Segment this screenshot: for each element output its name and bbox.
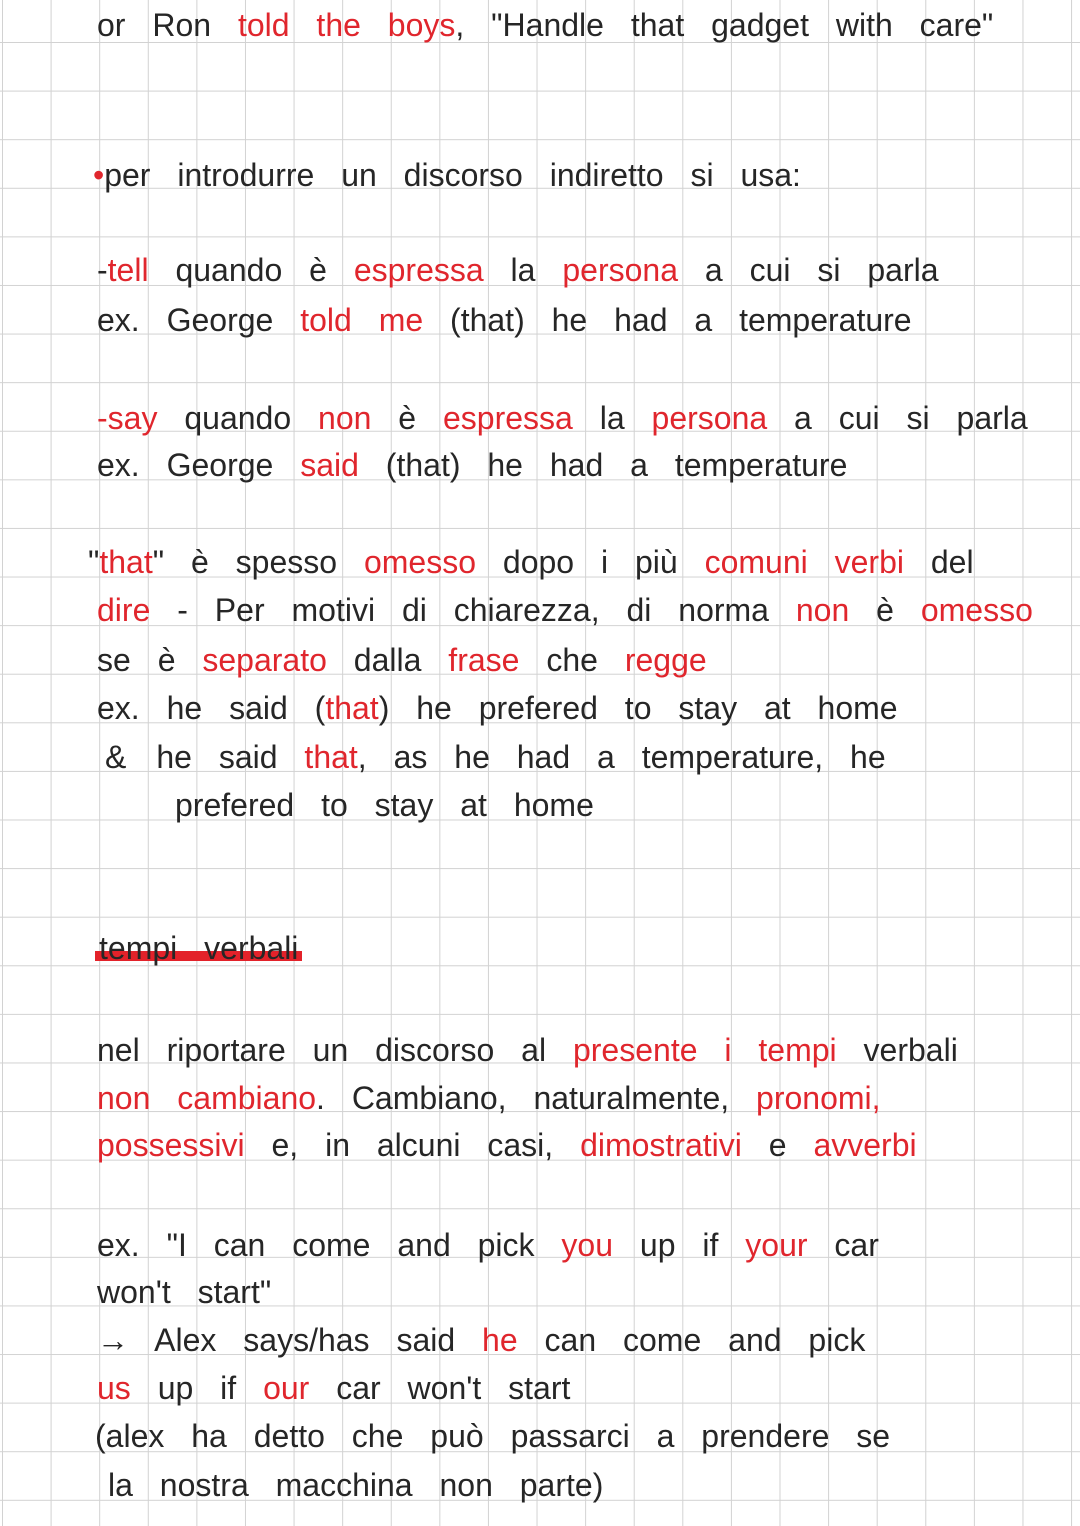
- note-line-present-tense: [97, 1030, 958, 1070]
- note-text: ex. "I can come and pick: [97, 1227, 535, 1263]
- emphasis-text: non: [318, 400, 372, 436]
- note-line-say-example: [97, 445, 847, 485]
- note-line-contrast-example-cont: [175, 785, 594, 825]
- note-text: he said: [156, 739, 278, 775]
- note-text: ": [152, 544, 165, 580]
- note-line-contrast-example: [105, 737, 886, 777]
- note-text: (alex ha detto che può passarci a prendere se: [95, 1418, 891, 1454]
- emphasis-text: dimostrativi: [580, 1127, 742, 1163]
- emphasis-text: omesso: [363, 544, 476, 580]
- note-text: or Ron: [97, 7, 212, 43]
- emphasis-text: regge: [624, 642, 707, 678]
- note-text: è spesso: [190, 544, 338, 580]
- note-text: la nostra macchina non parte): [108, 1467, 604, 1503]
- note-text: quando è: [175, 252, 327, 288]
- emphasis-text: espressa: [353, 252, 484, 288]
- emphasis-text: you: [561, 1227, 614, 1263]
- note-text: (that) he had a temperature: [385, 447, 848, 483]
- note-text: car: [834, 1227, 879, 1263]
- emphasis-text: omesso: [920, 592, 1033, 628]
- note-text: prefered to stay at home: [175, 787, 594, 823]
- note-text: up if: [639, 1227, 719, 1263]
- note-text: car won't start: [336, 1370, 571, 1406]
- bullet-icon: •: [93, 157, 105, 193]
- highlighted-heading-text: tempi verbali: [95, 930, 302, 966]
- note-line-reported-version: [97, 1320, 865, 1360]
- emphasis-text: frase: [448, 642, 520, 678]
- note-text: del: [930, 544, 974, 580]
- note-line-say-rule: [97, 398, 1028, 438]
- note-text: è: [398, 400, 417, 436]
- note-text: quando: [184, 400, 292, 436]
- note-line-bullet-intro: [93, 155, 801, 195]
- note-text: e, in alcuni casi,: [271, 1127, 554, 1163]
- note-text: per introdurre un discorso indiretto si usa:: [104, 157, 801, 193]
- note-text: la: [510, 252, 536, 288]
- note-line-example-direct-speech: [97, 5, 993, 45]
- emphasis-text: that: [325, 690, 379, 726]
- emphasis-text: that: [99, 544, 153, 580]
- note-text: &: [105, 739, 127, 775]
- note-line-clarity-rule: [97, 590, 1033, 630]
- note-line-what-changes-cont: [97, 1125, 917, 1165]
- note-text: , as he had a temperature, he: [357, 739, 886, 775]
- note-text: ex. George: [97, 447, 274, 483]
- note-text: -: [97, 252, 108, 288]
- note-text: ex. he said (: [97, 690, 326, 726]
- note-text: can come and pick: [544, 1322, 866, 1358]
- emphasis-text: possessivi: [97, 1127, 245, 1163]
- note-line-pronoun-example: [97, 1225, 879, 1265]
- emphasis-text: he: [482, 1322, 518, 1358]
- emphasis-text: espressa: [442, 400, 573, 436]
- note-text: nel riportare un discorso al: [97, 1032, 547, 1068]
- emphasis-text: persona: [562, 252, 678, 288]
- emphasis-text: told me: [300, 302, 424, 338]
- emphasis-text: dire: [97, 592, 151, 628]
- note-text: dopo i più: [502, 544, 678, 580]
- note-text: up if: [157, 1370, 237, 1406]
- emphasis-text: that: [304, 739, 358, 775]
- note-line-pronoun-example-cont: [97, 1272, 271, 1312]
- emphasis-text: presente i tempi: [572, 1032, 837, 1068]
- note-line-what-changes: [97, 1078, 881, 1118]
- note-text: a cui si parla: [704, 252, 939, 288]
- emphasis-text: non cambiano: [97, 1080, 317, 1116]
- emphasis-text: said: [300, 447, 359, 483]
- note-text: ) he prefered to stay at home: [378, 690, 898, 726]
- note-text: - Per motivi di chiarezza, di norma: [177, 592, 769, 628]
- note-text: ex. George: [97, 302, 274, 338]
- note-line-reported-version-cont: [97, 1368, 570, 1408]
- emphasis-text: persona: [651, 400, 768, 436]
- note-line-separated-clause: [97, 640, 707, 680]
- emphasis-text: comuni verbi: [704, 544, 904, 580]
- note-text: (that) he had a temperature: [450, 302, 912, 338]
- emphasis-text: pronomi,: [756, 1080, 881, 1116]
- note-text: che: [546, 642, 598, 678]
- note-line-translation-cont: [108, 1465, 603, 1505]
- emphasis-text: us: [97, 1370, 131, 1406]
- note-text: ": [88, 544, 100, 580]
- note-text: è: [876, 592, 894, 628]
- emphasis-text: avverbi: [813, 1127, 917, 1163]
- note-line-tell-example: [97, 300, 912, 340]
- emphasis-text: your: [745, 1227, 808, 1263]
- note-text: → Alex says/has said: [97, 1322, 456, 1358]
- section-heading-tempi-verbali: [95, 928, 302, 968]
- note-line-tell-rule: [97, 250, 939, 290]
- note-text: se è: [97, 642, 176, 678]
- note-text: la: [599, 400, 625, 436]
- note-text: a cui si parla: [794, 400, 1028, 436]
- emphasis-text: told the boys: [237, 7, 456, 43]
- note-line-that-example: [97, 688, 898, 728]
- emphasis-text: separato: [202, 642, 327, 678]
- note-text: . Cambiano, naturalmente,: [316, 1080, 730, 1116]
- note-line-translation: [95, 1416, 890, 1456]
- note-text: won't start": [97, 1274, 272, 1310]
- note-text: dalla: [353, 642, 422, 678]
- emphasis-text: our: [263, 1370, 310, 1406]
- note-text: , "Handle that gadget with care": [455, 7, 994, 43]
- note-text: verbali: [863, 1032, 958, 1068]
- note-line-that-omission: [88, 542, 974, 582]
- note-text: e: [768, 1127, 787, 1163]
- emphasis-text: non: [795, 592, 850, 628]
- emphasis-text: -say: [97, 400, 158, 436]
- emphasis-text: tell: [107, 252, 149, 288]
